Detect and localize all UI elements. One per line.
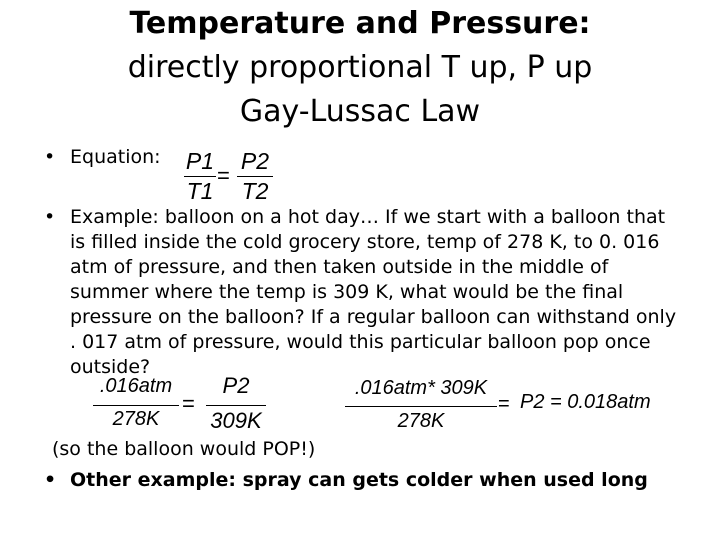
bullet-dot-icon: • (44, 206, 56, 228)
bullet-dot-icon: • (44, 146, 56, 168)
equation1-equals: = (217, 163, 230, 188)
title-line-2: directly proportional T up, P up (127, 50, 593, 85)
equation2-left-fraction (93, 375, 179, 435)
title-line-3: Gay-Lussac Law (239, 94, 481, 129)
fraction-bar (184, 176, 216, 177)
equation2-left-numerator: .016atm (99, 375, 173, 397)
bullet-dot-icon: • (44, 469, 57, 491)
fraction-bar (93, 405, 179, 406)
equation1-left-fraction (184, 148, 216, 204)
fraction-bar (237, 176, 273, 177)
example-text: Example: balloon on a hot day… If we start with a balloon that is filled inside the cold grocery store, temp of 278 K, to 0. 016 atm of pressure, and then taken outside in the middle of summer where the temp is 309 K, what would be the final pressure on the balloon? If a regular balloon can withstand only . 017 atm of pressure, would this particular balloon pop once outside? (70, 206, 677, 378)
equation3-fraction (345, 377, 497, 437)
equation1-left-denominator: T1 (186, 178, 214, 204)
equation3-result: P2 = 0.018atm (520, 391, 651, 413)
other-example-text: Other example: spray can gets colder when used long (70, 469, 648, 491)
fraction-bar (345, 406, 497, 407)
equation2-left-denominator: 278K (112, 408, 160, 430)
title-line-1: Temperature and Pressure: (129, 6, 591, 41)
equation1-right-denominator: T2 (241, 178, 269, 204)
equation2-equals: = (182, 391, 195, 416)
equation-label: Equation: (70, 146, 161, 168)
fraction-bar (206, 405, 266, 406)
equation3-denominator: 278K (397, 410, 445, 432)
example-bullet (44, 205, 684, 380)
equation1-left-numerator: P1 (185, 148, 215, 174)
equation2-right-fraction (206, 373, 266, 435)
equation3-equals: = (498, 393, 510, 415)
equation2-right-numerator: P2 (222, 373, 250, 398)
slide-title (0, 2, 720, 134)
equation3-numerator: .016atm* 309K (354, 377, 488, 399)
balloon-pop-note: (so the balloon would POP!) (52, 438, 316, 460)
equation2-right-denominator: 309K (210, 408, 262, 433)
equation1-right-numerator: P2 (240, 148, 270, 174)
equation1-right-fraction (237, 148, 273, 204)
